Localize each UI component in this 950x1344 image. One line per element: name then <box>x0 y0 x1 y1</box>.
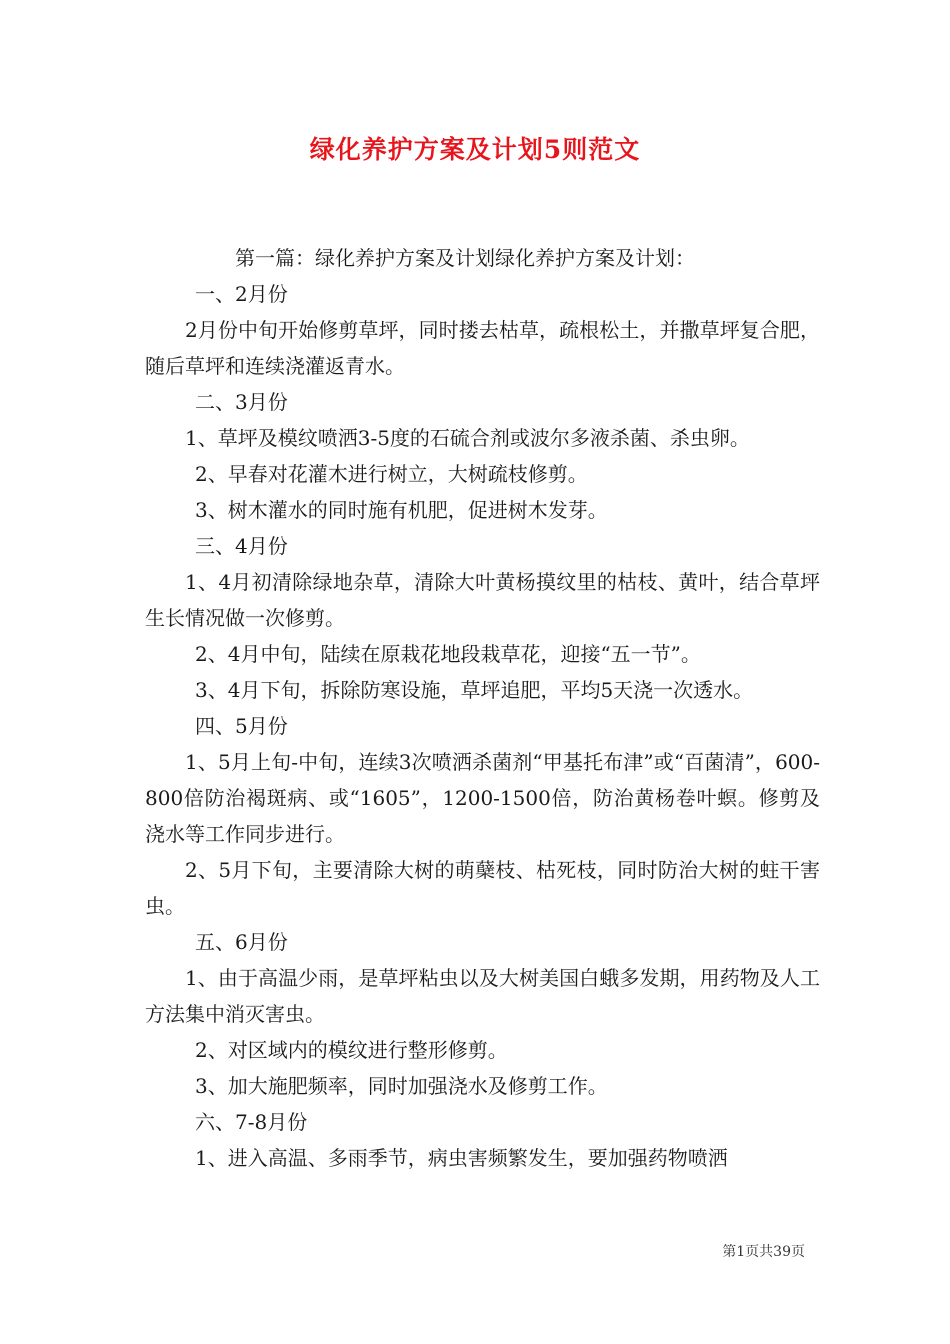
paragraph-part-heading: 第一篇：绿化养护方案及计划绿化养护方案及计划： <box>235 246 695 270</box>
paragraph: 1、4月初清除绿地杂草，清除大叶黄杨摸纹里的枯枝、黄叶，结合草坪生长情况做一次修剪。 <box>145 570 820 630</box>
paragraph-month-heading: 四、5月份 <box>195 714 288 738</box>
paragraph-month-heading: 三、4月份 <box>195 534 288 558</box>
paragraph: 3、树木灌水的同时施有机肥，促进树木发芽。 <box>195 498 608 522</box>
paragraph: 1、进入高温、多雨季节，病虫害频繁发生，要加强药物喷洒 <box>195 1146 728 1170</box>
document-title: 绿化养护方案及计划5则范文 <box>309 135 641 164</box>
paragraph: 1、5月上旬-中旬，连续3次喷洒杀菌剂“甲基托布津”或“百菌清”，600-800倍防治褐斑病、或“1605”，1200-1500倍，防治黄杨卷叶螟。修剪及浇水等工作同步进行。 <box>145 750 820 846</box>
paragraph: 2、5月下旬，主要清除大树的萌蘖枝、枯死枝，同时防治大树的蛀干害虫。 <box>145 858 820 918</box>
paragraph: 1、草坪及模纹喷洒3-5度的石硫合剂或波尔多液杀菌、杀虫卵。 <box>185 426 750 450</box>
paragraph: 3、4月下旬，拆除防寒设施，草坪追肥，平均5天浇一次透水。 <box>195 678 754 702</box>
document-body <box>145 240 820 1176</box>
paragraph: 1、由于高温少雨，是草坪粘虫以及大树美国白蛾多发期，用药物及人工方法集中消灭害虫。 <box>145 966 820 1026</box>
paragraph: 2月份中旬开始修剪草坪，同时搂去枯草，疏根松土，并撒草坪复合肥，随后草坪和连续浇灌返青水。 <box>145 318 820 378</box>
paragraph-month-heading: 五、6月份 <box>195 930 288 954</box>
page-number-footer: 第1页共39页 <box>722 1244 805 1260</box>
paragraph: 2、4月中旬，陆续在原栽花地段栽草花，迎接“五一节”。 <box>195 642 701 666</box>
paragraph: 2、对区域内的模纹进行整形修剪。 <box>195 1038 508 1062</box>
paragraph: 2、早春对花灌木进行树立，大树疏枝修剪。 <box>195 462 588 486</box>
paragraph: 3、加大施肥频率，同时加强浇水及修剪工作。 <box>195 1074 608 1098</box>
paragraph-month-heading: 六、7-8月份 <box>195 1110 308 1134</box>
paragraph-month-heading: 二、3月份 <box>195 390 288 414</box>
paragraph-month-heading: 一、2月份 <box>195 282 288 306</box>
